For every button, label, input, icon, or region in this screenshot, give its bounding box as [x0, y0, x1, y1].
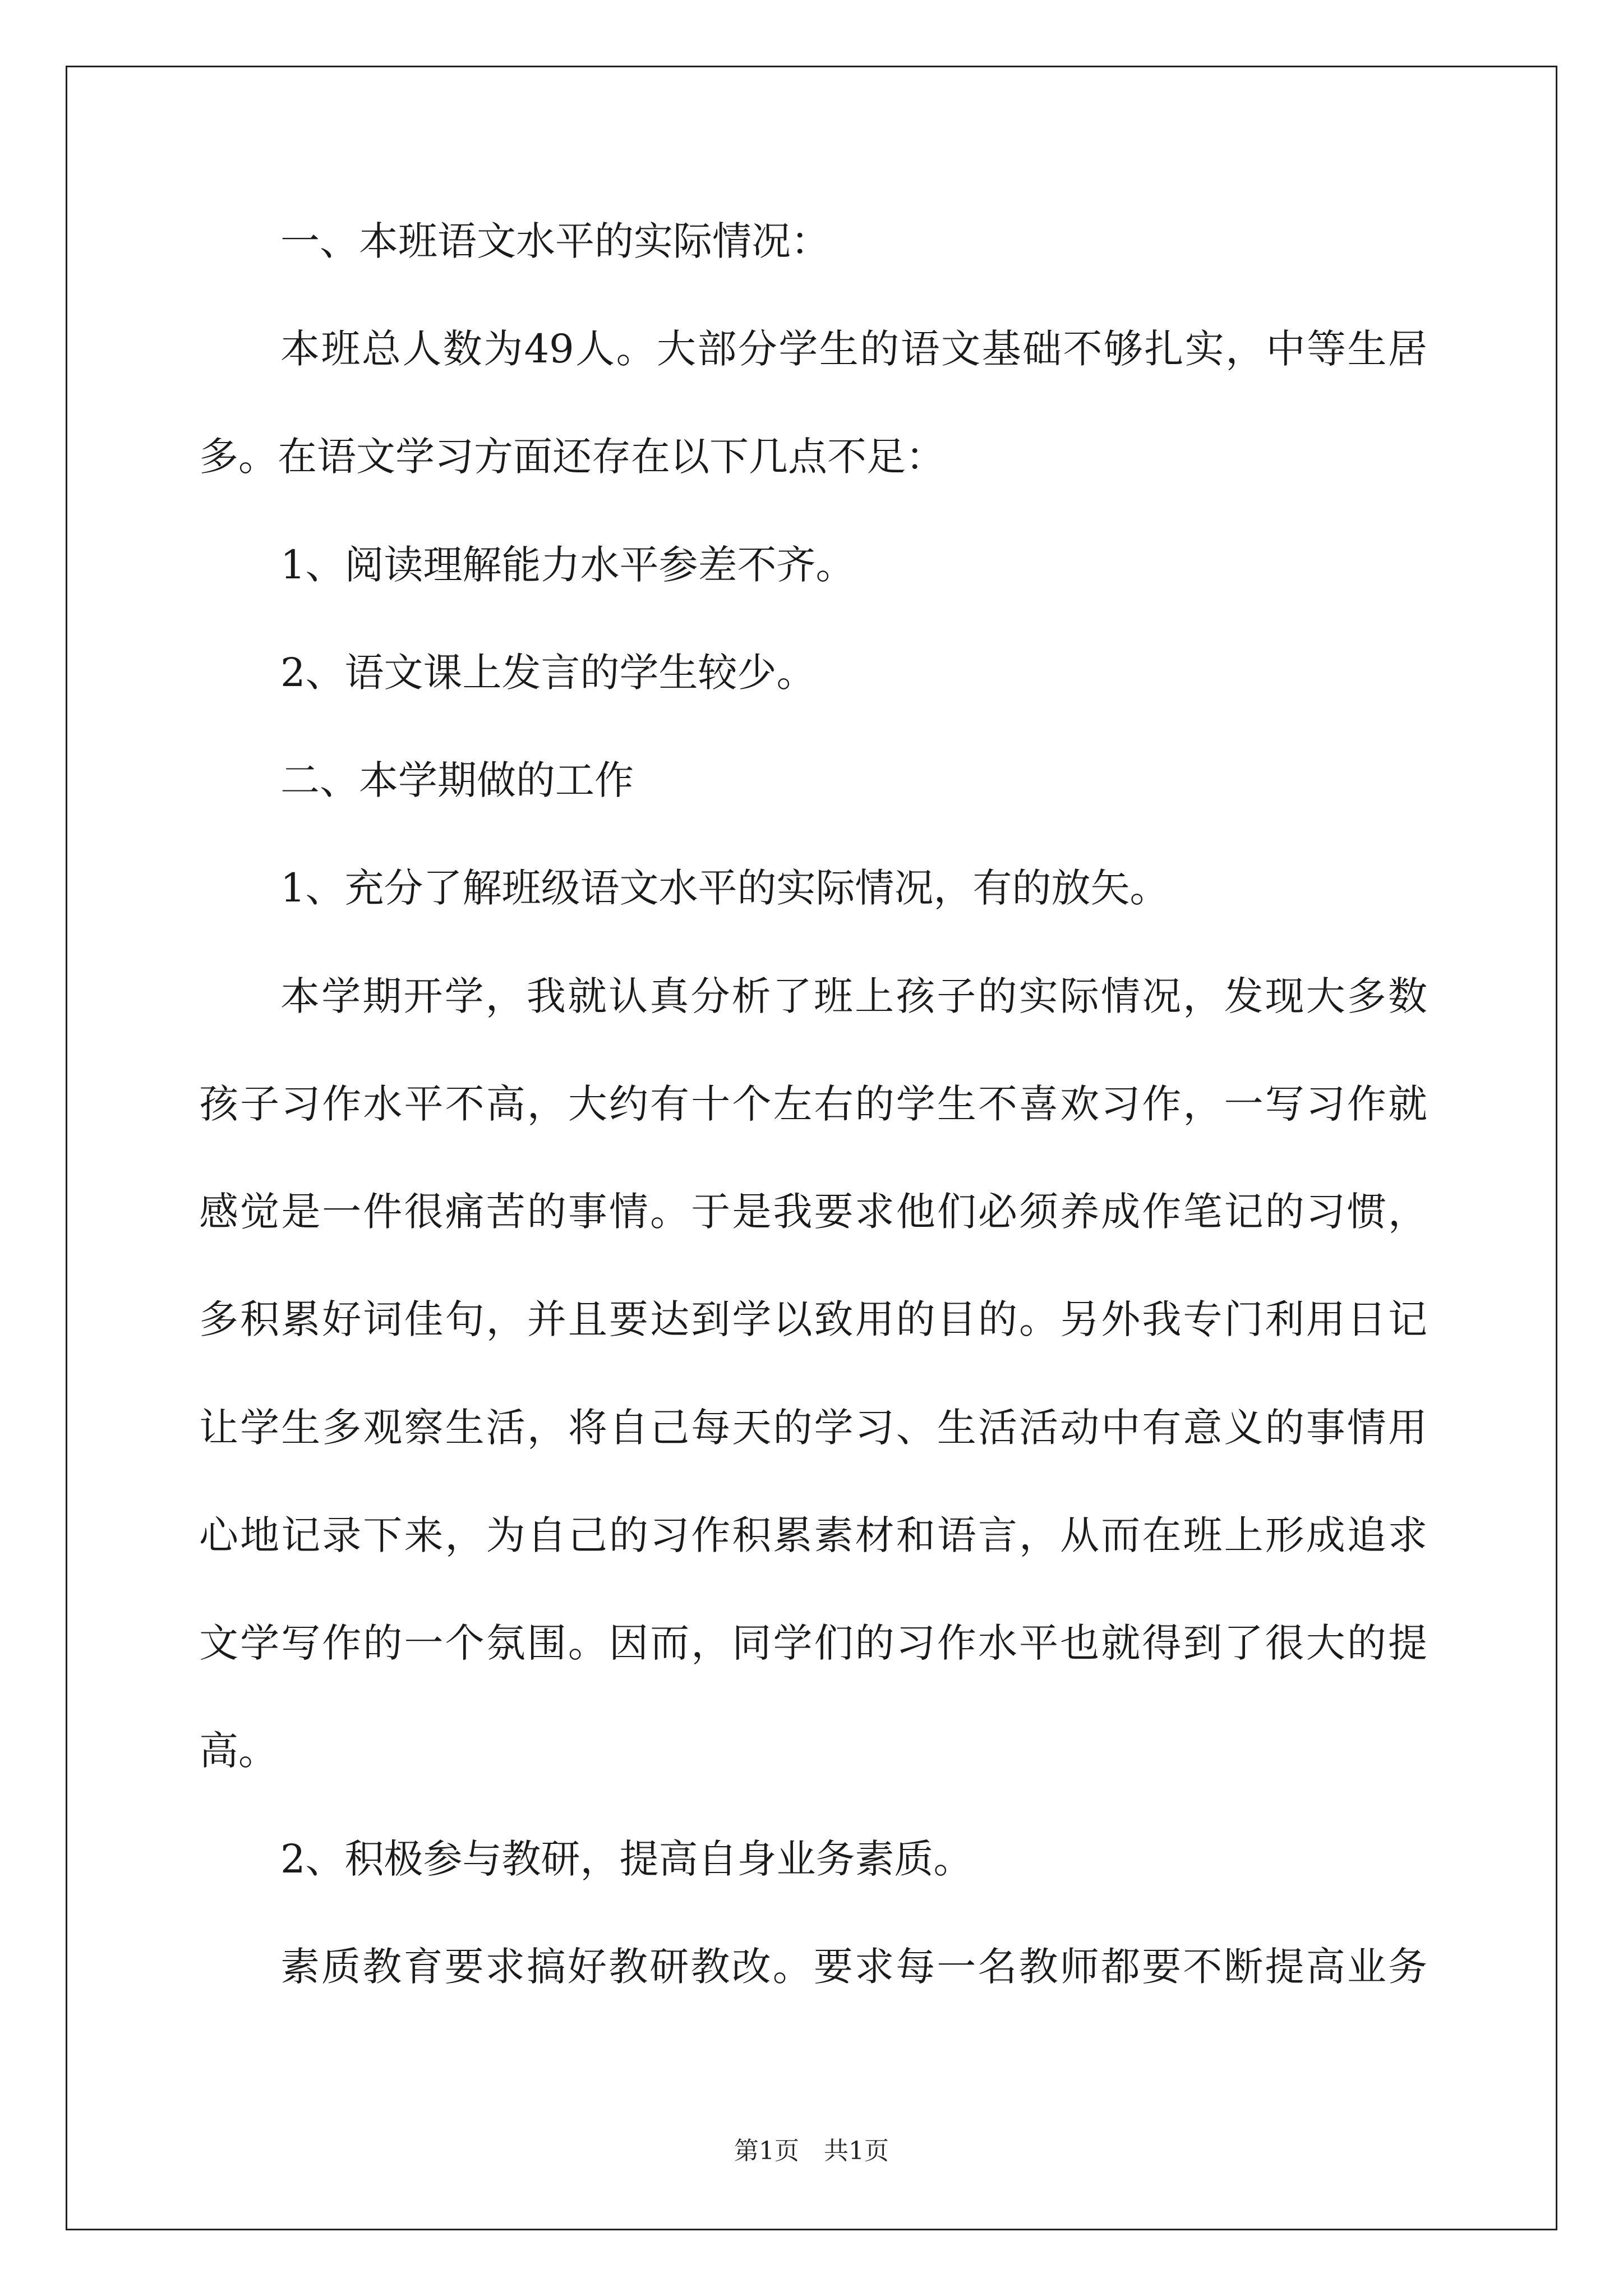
paragraph-line: 感觉是一件很痛苦的事情。于是我要求他们必须养成作笔记的习惯，: [199, 1189, 1427, 1235]
paragraph-line: 让学生多观察生活，将自己每天的学习、生活活动中有意义的事情用: [199, 1405, 1427, 1451]
heading-semester-work: 二、本学期做的工作: [280, 757, 634, 803]
paragraph-line: 心地记录下来，为自己的习作积累素材和语言，从而在班上形成追求: [199, 1512, 1427, 1558]
paragraph-line: 高。: [199, 1728, 278, 1774]
list-item: 2、语文课上发言的学生较少。: [280, 650, 816, 696]
paragraph-line: 本班总人数为49人。大部分学生的语文基础不够扎实，中等生居: [280, 326, 1427, 372]
paragraph-line: 多积累好词佳句，并且要达到学以致用的目的。另外我专门利用日记: [199, 1296, 1427, 1342]
paragraph-line: 本学期开学，我就认真分析了班上孩子的实际情况，发现大多数: [280, 973, 1427, 1019]
paragraph-line: 孩子习作水平不高，大约有十个左右的学生不喜欢习作，一写习作就: [199, 1081, 1427, 1127]
page-border: [66, 66, 1557, 2230]
paragraph-line: 多。在语文学习方面还存在以下几点不足：: [199, 434, 945, 480]
heading-class-situation: 一、本班语文水平的实际情况：: [280, 218, 830, 264]
list-item: 1、阅读理解能力水平参差不齐。: [280, 542, 855, 588]
paragraph-line: 素质教育要求搞好教研教改。要求每一名教师都要不断提高业务: [280, 1944, 1427, 1990]
page-number-footer: 第1页 共1页: [734, 2137, 889, 2165]
list-item: 1、充分了解班级语文水平的实际情况，有的放矢。: [280, 865, 1169, 911]
list-item: 2、积极参与教研，提高自身业务素质。: [280, 1836, 973, 1882]
paragraph-line: 文学写作的一个氛围。因而，同学们的习作水平也就得到了很大的提: [199, 1620, 1427, 1666]
